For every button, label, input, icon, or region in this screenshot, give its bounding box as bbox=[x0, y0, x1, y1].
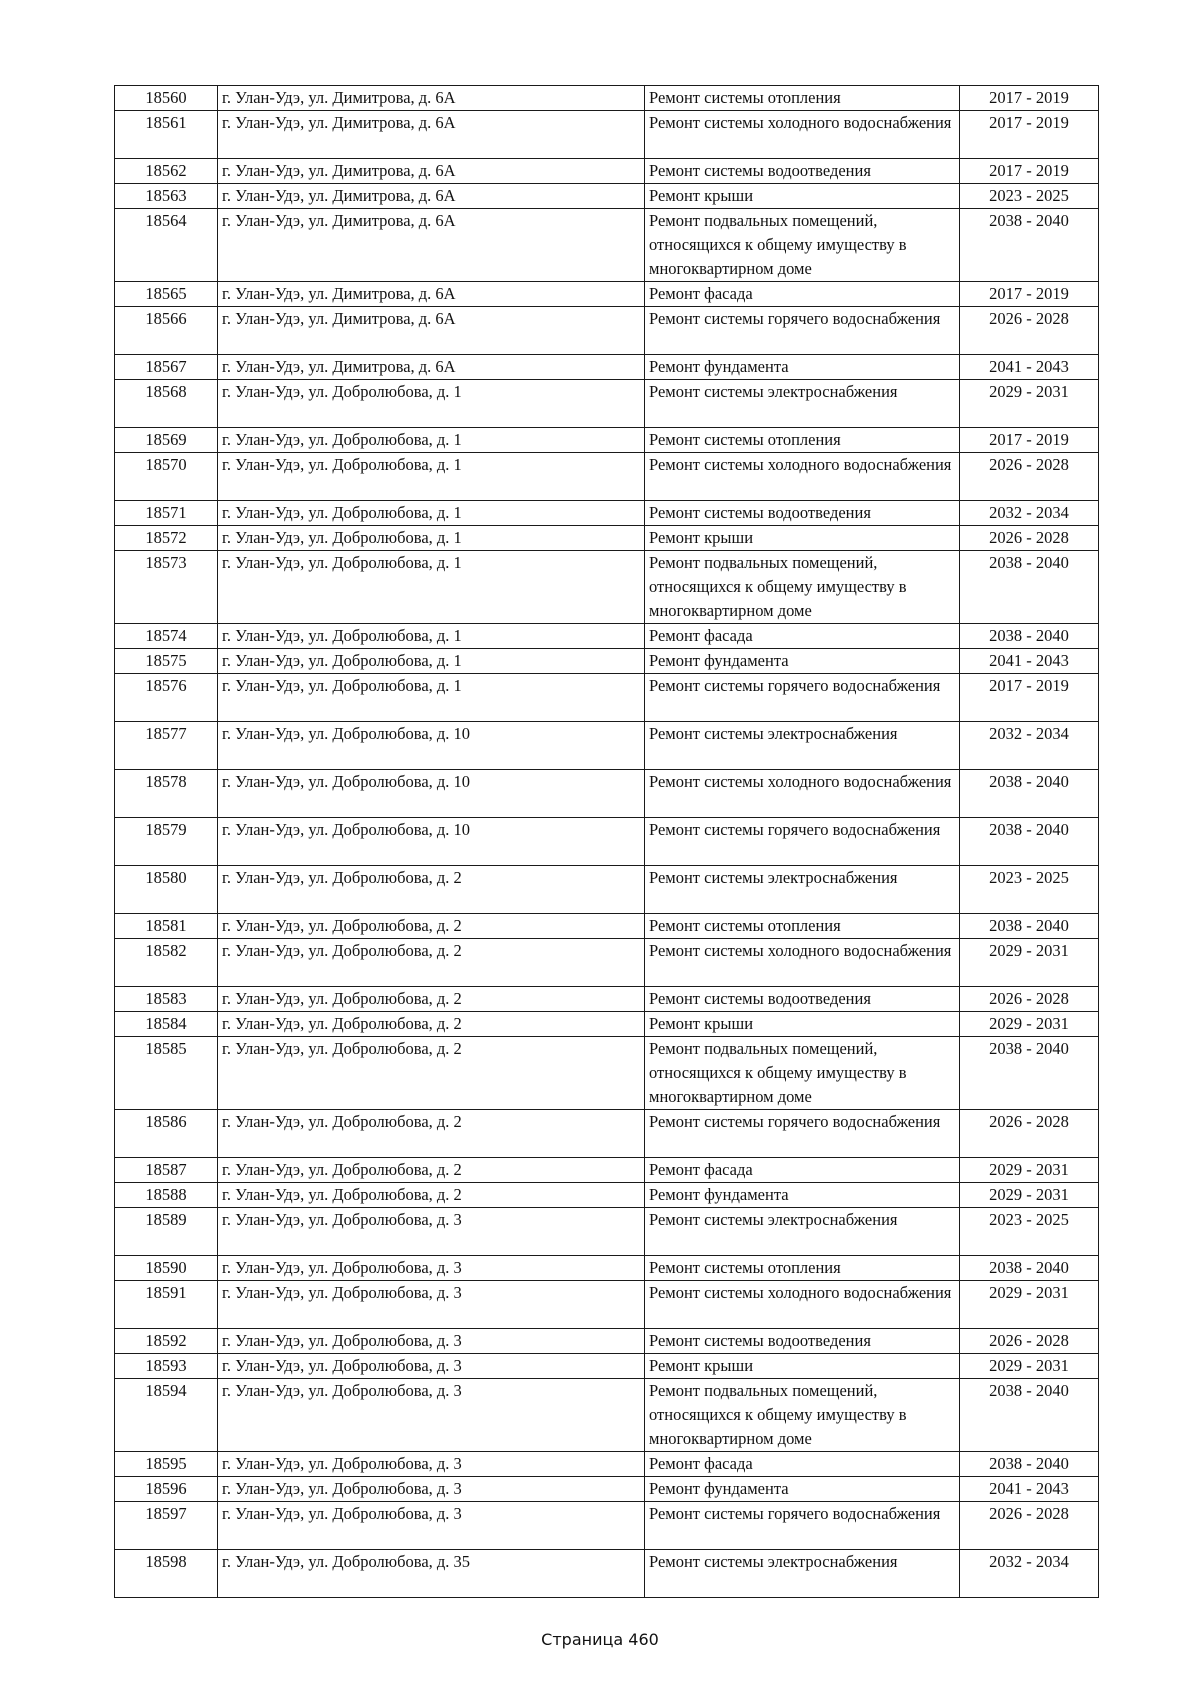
row-number: 18583 bbox=[115, 987, 218, 1012]
table-row bbox=[115, 674, 1099, 722]
table-row bbox=[115, 307, 1099, 355]
table-row bbox=[115, 1037, 1099, 1110]
address-cell: г. Улан-Удэ, ул. Добролюбова, д. 1 bbox=[218, 526, 645, 551]
work-type-cell: Ремонт системы горячего водоснабжения bbox=[645, 1110, 960, 1158]
work-type-cell: Ремонт системы холодного водоснабжения bbox=[645, 1281, 960, 1329]
work-type-cell: Ремонт подвальных помещений, относящихся к общему имуществу в многоквартирном доме bbox=[645, 1037, 960, 1110]
row-number: 18561 bbox=[115, 111, 218, 159]
work-type-cell: Ремонт системы холодного водоснабжения bbox=[645, 453, 960, 501]
table-row bbox=[115, 770, 1099, 818]
address-cell: г. Улан-Удэ, ул. Димитрова, д. 6А bbox=[218, 86, 645, 111]
work-type-cell: Ремонт системы электроснабжения bbox=[645, 1550, 960, 1598]
row-number: 18570 bbox=[115, 453, 218, 501]
period-cell: 2041 - 2043 bbox=[960, 649, 1099, 674]
table-row bbox=[115, 1281, 1099, 1329]
row-number: 18591 bbox=[115, 1281, 218, 1329]
row-number: 18575 bbox=[115, 649, 218, 674]
work-type-cell: Ремонт системы электроснабжения bbox=[645, 380, 960, 428]
row-number: 18590 bbox=[115, 1256, 218, 1281]
row-number: 18592 bbox=[115, 1329, 218, 1354]
address-cell: г. Улан-Удэ, ул. Добролюбова, д. 2 bbox=[218, 914, 645, 939]
row-number: 18563 bbox=[115, 184, 218, 209]
address-cell: г. Улан-Удэ, ул. Добролюбова, д. 3 bbox=[218, 1281, 645, 1329]
table-row bbox=[115, 355, 1099, 380]
address-cell: г. Улан-Удэ, ул. Добролюбова, д. 1 bbox=[218, 501, 645, 526]
work-type-cell: Ремонт системы холодного водоснабжения bbox=[645, 770, 960, 818]
period-cell: 2038 - 2040 bbox=[960, 818, 1099, 866]
period-cell: 2038 - 2040 bbox=[960, 551, 1099, 624]
table-row bbox=[115, 209, 1099, 282]
address-cell: г. Улан-Удэ, ул. Добролюбова, д. 35 bbox=[218, 1550, 645, 1598]
period-cell: 2029 - 2031 bbox=[960, 1281, 1099, 1329]
work-type-cell: Ремонт подвальных помещений, относящихся к общему имуществу в многоквартирном доме bbox=[645, 209, 960, 282]
work-type-cell: Ремонт системы холодного водоснабжения bbox=[645, 111, 960, 159]
address-cell: г. Улан-Удэ, ул. Димитрова, д. 6А bbox=[218, 209, 645, 282]
table-row bbox=[115, 526, 1099, 551]
period-cell: 2038 - 2040 bbox=[960, 1037, 1099, 1110]
period-cell: 2038 - 2040 bbox=[960, 914, 1099, 939]
table-row bbox=[115, 939, 1099, 987]
address-cell: г. Улан-Удэ, ул. Добролюбова, д. 2 bbox=[218, 1158, 645, 1183]
table-row bbox=[115, 649, 1099, 674]
period-cell: 2017 - 2019 bbox=[960, 282, 1099, 307]
address-cell: г. Улан-Удэ, ул. Добролюбова, д. 3 bbox=[218, 1452, 645, 1477]
work-type-cell: Ремонт системы водоотведения bbox=[645, 987, 960, 1012]
address-cell: г. Улан-Удэ, ул. Добролюбова, д. 3 bbox=[218, 1208, 645, 1256]
address-cell: г. Улан-Удэ, ул. Добролюбова, д. 2 bbox=[218, 1012, 645, 1037]
work-type-cell: Ремонт системы отопления bbox=[645, 86, 960, 111]
period-cell: 2038 - 2040 bbox=[960, 770, 1099, 818]
row-number: 18581 bbox=[115, 914, 218, 939]
row-number: 18560 bbox=[115, 86, 218, 111]
period-cell: 2017 - 2019 bbox=[960, 159, 1099, 184]
work-type-cell: Ремонт системы отопления bbox=[645, 1256, 960, 1281]
period-cell: 2017 - 2019 bbox=[960, 86, 1099, 111]
work-type-cell: Ремонт системы горячего водоснабжения bbox=[645, 1502, 960, 1550]
address-cell: г. Улан-Удэ, ул. Димитрова, д. 6А bbox=[218, 355, 645, 380]
period-cell: 2023 - 2025 bbox=[960, 184, 1099, 209]
period-cell: 2029 - 2031 bbox=[960, 1354, 1099, 1379]
period-cell: 2029 - 2031 bbox=[960, 1183, 1099, 1208]
period-cell: 2038 - 2040 bbox=[960, 624, 1099, 649]
work-type-cell: Ремонт системы горячего водоснабжения bbox=[645, 307, 960, 355]
row-number: 18584 bbox=[115, 1012, 218, 1037]
work-type-cell: Ремонт фундамента bbox=[645, 649, 960, 674]
work-type-cell: Ремонт системы электроснабжения bbox=[645, 866, 960, 914]
row-number: 18585 bbox=[115, 1037, 218, 1110]
work-type-cell: Ремонт системы отопления bbox=[645, 428, 960, 453]
period-cell: 2023 - 2025 bbox=[960, 866, 1099, 914]
row-number: 18571 bbox=[115, 501, 218, 526]
address-cell: г. Улан-Удэ, ул. Добролюбова, д. 10 bbox=[218, 818, 645, 866]
row-number: 18577 bbox=[115, 722, 218, 770]
row-number: 18562 bbox=[115, 159, 218, 184]
period-cell: 2032 - 2034 bbox=[960, 501, 1099, 526]
address-cell: г. Улан-Удэ, ул. Добролюбова, д. 2 bbox=[218, 1183, 645, 1208]
page-number: Страница 460 bbox=[541, 1630, 659, 1649]
period-cell: 2026 - 2028 bbox=[960, 987, 1099, 1012]
period-cell: 2038 - 2040 bbox=[960, 1452, 1099, 1477]
row-number: 18578 bbox=[115, 770, 218, 818]
address-cell: г. Улан-Удэ, ул. Димитрова, д. 6А bbox=[218, 184, 645, 209]
address-cell: г. Улан-Удэ, ул. Добролюбова, д. 1 bbox=[218, 649, 645, 674]
work-type-cell: Ремонт фасада bbox=[645, 624, 960, 649]
table-row bbox=[115, 914, 1099, 939]
address-cell: г. Улан-Удэ, ул. Добролюбова, д. 3 bbox=[218, 1256, 645, 1281]
row-number: 18580 bbox=[115, 866, 218, 914]
work-type-cell: Ремонт крыши bbox=[645, 1354, 960, 1379]
period-cell: 2017 - 2019 bbox=[960, 111, 1099, 159]
address-cell: г. Улан-Удэ, ул. Добролюбова, д. 3 bbox=[218, 1502, 645, 1550]
address-cell: г. Улан-Удэ, ул. Добролюбова, д. 2 bbox=[218, 987, 645, 1012]
period-cell: 2023 - 2025 bbox=[960, 1208, 1099, 1256]
table-row bbox=[115, 1502, 1099, 1550]
work-type-cell: Ремонт системы отопления bbox=[645, 914, 960, 939]
row-number: 18574 bbox=[115, 624, 218, 649]
work-type-cell: Ремонт фасада bbox=[645, 282, 960, 307]
period-cell: 2032 - 2034 bbox=[960, 1550, 1099, 1598]
table-row bbox=[115, 551, 1099, 624]
period-cell: 2029 - 2031 bbox=[960, 1158, 1099, 1183]
work-type-cell: Ремонт крыши bbox=[645, 184, 960, 209]
period-cell: 2017 - 2019 bbox=[960, 674, 1099, 722]
period-cell: 2029 - 2031 bbox=[960, 380, 1099, 428]
table-row bbox=[115, 501, 1099, 526]
address-cell: г. Улан-Удэ, ул. Добролюбова, д. 2 bbox=[218, 866, 645, 914]
table-row bbox=[115, 1550, 1099, 1598]
work-type-cell: Ремонт системы водоотведения bbox=[645, 1329, 960, 1354]
period-cell: 2041 - 2043 bbox=[960, 1477, 1099, 1502]
table-row bbox=[115, 1354, 1099, 1379]
row-number: 18594 bbox=[115, 1379, 218, 1452]
period-cell: 2038 - 2040 bbox=[960, 209, 1099, 282]
row-number: 18568 bbox=[115, 380, 218, 428]
row-number: 18595 bbox=[115, 1452, 218, 1477]
period-cell: 2026 - 2028 bbox=[960, 526, 1099, 551]
table-row bbox=[115, 1183, 1099, 1208]
address-cell: г. Улан-Удэ, ул. Добролюбова, д. 1 bbox=[218, 674, 645, 722]
period-cell: 2038 - 2040 bbox=[960, 1256, 1099, 1281]
address-cell: г. Улан-Удэ, ул. Добролюбова, д. 1 bbox=[218, 624, 645, 649]
row-number: 18564 bbox=[115, 209, 218, 282]
work-type-cell: Ремонт системы водоотведения bbox=[645, 159, 960, 184]
table-row bbox=[115, 428, 1099, 453]
row-number: 18565 bbox=[115, 282, 218, 307]
table-row bbox=[115, 1477, 1099, 1502]
table-row bbox=[115, 1452, 1099, 1477]
period-cell: 2026 - 2028 bbox=[960, 1329, 1099, 1354]
address-cell: г. Улан-Удэ, ул. Димитрова, д. 6А bbox=[218, 111, 645, 159]
table-body bbox=[115, 86, 1099, 1598]
table-row bbox=[115, 282, 1099, 307]
work-type-cell: Ремонт фундамента bbox=[645, 1477, 960, 1502]
table-row bbox=[115, 159, 1099, 184]
work-type-cell: Ремонт системы горячего водоснабжения bbox=[645, 818, 960, 866]
table-row bbox=[115, 453, 1099, 501]
row-number: 18586 bbox=[115, 1110, 218, 1158]
table-row bbox=[115, 1256, 1099, 1281]
period-cell: 2017 - 2019 bbox=[960, 428, 1099, 453]
address-cell: г. Улан-Удэ, ул. Добролюбова, д. 1 bbox=[218, 551, 645, 624]
table-row bbox=[115, 987, 1099, 1012]
address-cell: г. Улан-Удэ, ул. Добролюбова, д. 3 bbox=[218, 1477, 645, 1502]
table-row bbox=[115, 1012, 1099, 1037]
row-number: 18567 bbox=[115, 355, 218, 380]
work-type-cell: Ремонт фасада bbox=[645, 1158, 960, 1183]
row-number: 18566 bbox=[115, 307, 218, 355]
table-row bbox=[115, 1110, 1099, 1158]
address-cell: г. Улан-Удэ, ул. Добролюбова, д. 1 bbox=[218, 428, 645, 453]
table-row bbox=[115, 86, 1099, 111]
table-row bbox=[115, 184, 1099, 209]
row-number: 18597 bbox=[115, 1502, 218, 1550]
work-type-cell: Ремонт подвальных помещений, относящихся к общему имуществу в многоквартирном доме bbox=[645, 551, 960, 624]
address-cell: г. Улан-Удэ, ул. Димитрова, д. 6А bbox=[218, 307, 645, 355]
work-type-cell: Ремонт подвальных помещений, относящихся к общему имуществу в многоквартирном доме bbox=[645, 1379, 960, 1452]
period-cell: 2026 - 2028 bbox=[960, 1110, 1099, 1158]
address-cell: г. Улан-Удэ, ул. Добролюбова, д. 10 bbox=[218, 722, 645, 770]
row-number: 18573 bbox=[115, 551, 218, 624]
row-number: 18572 bbox=[115, 526, 218, 551]
work-type-cell: Ремонт крыши bbox=[645, 1012, 960, 1037]
table-row bbox=[115, 1158, 1099, 1183]
work-type-cell: Ремонт фундамента bbox=[645, 355, 960, 380]
row-number: 18587 bbox=[115, 1158, 218, 1183]
row-number: 18576 bbox=[115, 674, 218, 722]
period-cell: 2026 - 2028 bbox=[960, 1502, 1099, 1550]
row-number: 18596 bbox=[115, 1477, 218, 1502]
table-row bbox=[115, 624, 1099, 649]
work-type-cell: Ремонт крыши bbox=[645, 526, 960, 551]
row-number: 18598 bbox=[115, 1550, 218, 1598]
address-cell: г. Улан-Удэ, ул. Добролюбова, д. 1 bbox=[218, 453, 645, 501]
work-type-cell: Ремонт системы электроснабжения bbox=[645, 1208, 960, 1256]
period-cell: 2029 - 2031 bbox=[960, 939, 1099, 987]
work-type-cell: Ремонт системы водоотведения bbox=[645, 501, 960, 526]
address-cell: г. Улан-Удэ, ул. Добролюбова, д. 3 bbox=[218, 1329, 645, 1354]
table-row bbox=[115, 1329, 1099, 1354]
address-cell: г. Улан-Удэ, ул. Добролюбова, д. 2 bbox=[218, 1110, 645, 1158]
address-cell: г. Улан-Удэ, ул. Добролюбова, д. 2 bbox=[218, 939, 645, 987]
period-cell: 2038 - 2040 bbox=[960, 1379, 1099, 1452]
address-cell: г. Улан-Удэ, ул. Добролюбова, д. 3 bbox=[218, 1354, 645, 1379]
period-cell: 2041 - 2043 bbox=[960, 355, 1099, 380]
table-row bbox=[115, 1208, 1099, 1256]
work-type-cell: Ремонт системы горячего водоснабжения bbox=[645, 674, 960, 722]
work-type-cell: Ремонт фундамента bbox=[645, 1183, 960, 1208]
period-cell: 2026 - 2028 bbox=[960, 453, 1099, 501]
work-type-cell: Ремонт системы электроснабжения bbox=[645, 722, 960, 770]
table-row bbox=[115, 866, 1099, 914]
table-row bbox=[115, 380, 1099, 428]
row-number: 18582 bbox=[115, 939, 218, 987]
address-cell: г. Улан-Удэ, ул. Добролюбова, д. 1 bbox=[218, 380, 645, 428]
table-row bbox=[115, 722, 1099, 770]
period-cell: 2032 - 2034 bbox=[960, 722, 1099, 770]
address-cell: г. Улан-Удэ, ул. Добролюбова, д. 3 bbox=[218, 1379, 645, 1452]
address-cell: г. Улан-Удэ, ул. Димитрова, д. 6А bbox=[218, 159, 645, 184]
row-number: 18588 bbox=[115, 1183, 218, 1208]
row-number: 18569 bbox=[115, 428, 218, 453]
address-cell: г. Улан-Удэ, ул. Добролюбова, д. 10 bbox=[218, 770, 645, 818]
address-cell: г. Улан-Удэ, ул. Димитрова, д. 6А bbox=[218, 282, 645, 307]
work-type-cell: Ремонт фасада bbox=[645, 1452, 960, 1477]
period-cell: 2026 - 2028 bbox=[960, 307, 1099, 355]
row-number: 18589 bbox=[115, 1208, 218, 1256]
table-row bbox=[115, 818, 1099, 866]
table-row bbox=[115, 111, 1099, 159]
work-type-cell: Ремонт системы холодного водоснабжения bbox=[645, 939, 960, 987]
row-number: 18579 bbox=[115, 818, 218, 866]
repair-schedule-table bbox=[114, 85, 1099, 1598]
row-number: 18593 bbox=[115, 1354, 218, 1379]
period-cell: 2029 - 2031 bbox=[960, 1012, 1099, 1037]
table-row bbox=[115, 1379, 1099, 1452]
address-cell: г. Улан-Удэ, ул. Добролюбова, д. 2 bbox=[218, 1037, 645, 1110]
